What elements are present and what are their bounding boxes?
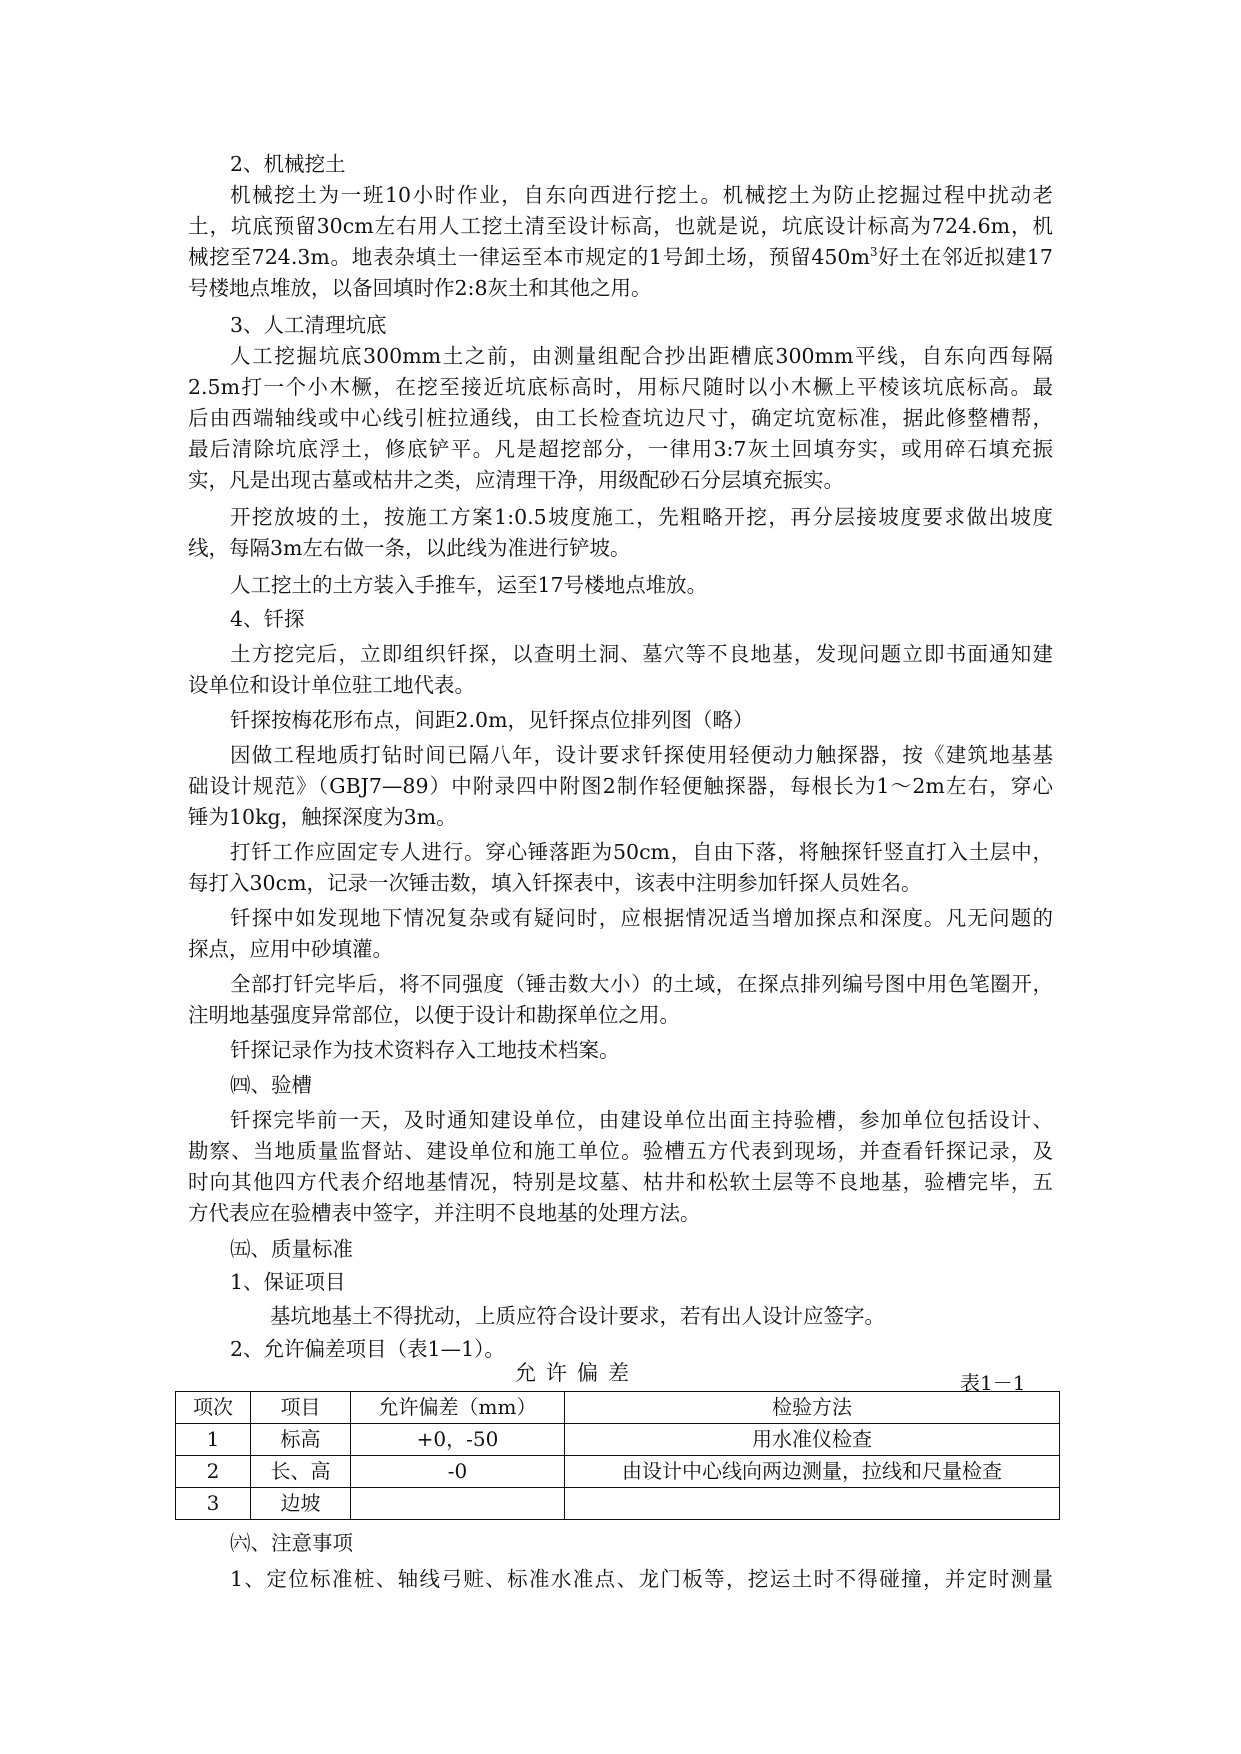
table-cell: 3	[176, 1488, 251, 1520]
text-span: 械挖至724.3m。地表杂填土一律运至本市规定的1号卸土场，预留450m	[188, 245, 870, 269]
table-row	[176, 1488, 1060, 1520]
header-cell: 检验方法	[565, 1392, 1060, 1424]
header-cell: 允许偏差（mm）	[351, 1392, 565, 1424]
table-row	[176, 1456, 1060, 1488]
heading-manual-cleaning: 3、人工清理坑底	[230, 313, 387, 337]
paragraph-line: 1、定位标准桩、轴线弓赃、标准水准点、龙门板等，挖运土时不得碰撞，并定时测量	[230, 1567, 1053, 1591]
heading-allowable-deviation: 2、允许偏差项目（表1—1）。	[230, 1337, 505, 1361]
table-header-row	[176, 1392, 1060, 1424]
table-cell: 用水准仪检查	[565, 1424, 1060, 1456]
paragraph-line: 础设计规范》（GBJ7—89）中附录四中附图2制作轻便触探器，每根长为1～2m左右，穿心	[188, 774, 1053, 798]
table-cell: -0	[351, 1456, 565, 1488]
paragraph-line: 方代表应在验槽表中签字，并注明不良地基的处理方法。	[188, 1201, 701, 1225]
table-cell: 标高	[251, 1424, 351, 1456]
text-span: 好土在邻近拟建17	[877, 245, 1053, 269]
heading-probing: 4、钎探	[230, 607, 305, 631]
table-cell: 长、高	[251, 1456, 351, 1488]
paragraph-line: 2.5m打一个小木橛，在挖至接近坑底标高时，用标尺随时以小木橛上平棱该坑底标高。最	[188, 375, 1053, 399]
paragraph-line: 人工挖掘坑底300mm土之前，由测量组配合抄出距槽底300mm平线，自东向西每隔	[230, 344, 1053, 368]
paragraph-line	[188, 243, 1053, 271]
paragraph-line: 土，坑底预留30cm左右用人工挖土清至设计标高，也就是说，坑底设计标高为724.6m，机	[188, 214, 1053, 238]
heading-trench-inspection: ㈣、验槽	[230, 1073, 312, 1097]
table-cell: 1	[176, 1424, 251, 1456]
paragraph-line: 钎探记录作为技术资料存入工地技术档案。	[230, 1038, 620, 1062]
table-cell: +0，-50	[351, 1424, 565, 1456]
superscript: 3	[869, 245, 878, 260]
paragraph-line: 设单位和设计单位驻工地代表。	[188, 673, 475, 697]
paragraph-line: 时向其他四方代表介绍地基情况，特别是坟墓、枯井和松软土层等不良地基，验槽完毕，五	[188, 1170, 1053, 1194]
paragraph-line: 后由西端轴线或中心线引桩拉通线，由工长检查坑边尺寸，确定坑宽标准，据此修整槽帮，	[188, 406, 1053, 430]
table-caption: 允许偏差	[515, 1361, 639, 1385]
header-cell: 项目	[251, 1392, 351, 1424]
table-cell	[351, 1488, 565, 1520]
table-row	[176, 1424, 1060, 1456]
paragraph-line: 全部打钎完毕后，将不同强度（锤击数大小）的土域，在探点排列编号图中用色笔圈开，	[230, 972, 1053, 996]
paragraph-line: 钎探中如发现地下情况复杂或有疑问时，应根据情况适当增加探点和深度。凡无问题的	[230, 906, 1053, 930]
paragraph-line: 实，凡是出现古墓或枯井之类，应清理干净，用级配砂石分层填充振实。	[188, 468, 844, 492]
paragraph-line: 最后清除坑底浮土，修底铲平。凡是超挖部分，一律用3:7灰土回填夯实，或用碎石填充振	[188, 437, 1053, 461]
table-cell: 由设计中心线向两边测量，拉线和尺量检查	[565, 1456, 1060, 1488]
heading-quality-standard: ㈤、质量标准	[230, 1237, 353, 1261]
paragraph-line: 基坑地基土不得扰动，上质应符合设计要求，若有出人设计应签字。	[270, 1304, 885, 1328]
paragraph-line: 探点，应用中砂填灌。	[188, 937, 393, 961]
deviation-table	[175, 1391, 1060, 1520]
table-cell: 边坡	[251, 1488, 351, 1520]
table-number: 表1－1	[960, 1371, 1026, 1395]
paragraph-line: 每打入30cm，记录一次锤击数，填入钎探表中，该表中注明参加钎探人员姓名。	[188, 871, 922, 895]
paragraph-line: 打钎工作应固定专人进行。穿心锤落距为50cm，自由下落，将触探钎竖直打入土层中，	[230, 840, 1053, 864]
table-cell: 2	[176, 1456, 251, 1488]
heading-guarantee-items: 1、保证项目	[230, 1270, 346, 1294]
paragraph-line: 机械挖土为一班10小时作业，自东向西进行挖土。机械挖土为防止挖掘过程中扰动老	[230, 183, 1053, 207]
paragraph-line: 注明地基强度异常部位，以便于设计和勘探单位之用。	[188, 1003, 680, 1027]
paragraph-line: 土方挖完后，立即组织钎探，以查明土洞、墓穴等不良地基，发现问题立即书面通知建	[230, 642, 1053, 666]
paragraph-line: 勘察、当地质量监督站、建设单位和施工单位。验槽五方代表到现场，并查看钎探记录，及	[188, 1139, 1053, 1163]
paragraph-line: 号楼地点堆放，以备回填时作2:8灰土和其他之用。	[188, 276, 652, 300]
paragraph-line: 开挖放坡的土，按施工方案1:0.5坡度施工，先粗略开挖，再分层接坡度要求做出坡度	[230, 505, 1053, 529]
heading-mechanical-excavation: 2、机械挖土	[230, 152, 346, 176]
header-cell: 项次	[176, 1392, 251, 1424]
table-cell	[565, 1488, 1060, 1520]
paragraph-line: 锤为10kg，触探深度为3m。	[188, 805, 457, 829]
paragraph-line: 线，每隔3m左右做一条，以此线为准进行铲坡。	[188, 536, 631, 560]
paragraph-line: 人工挖土的土方装入手推车，运至17号楼地点堆放。	[230, 573, 708, 597]
heading-precautions: ㈥、注意事项	[230, 1531, 353, 1555]
paragraph-line: 钎探完毕前一天，及时通知建设单位，由建设单位出面主持验槽，参加单位包括设计、	[230, 1108, 1053, 1132]
paragraph-line: 钎探按梅花形布点，间距2.0m，见钎探点位排列图（略）	[230, 708, 754, 732]
paragraph-line: 因做工程地质打钻时间已隔八年，设计要求钎探使用轻便动力触探器，按《建筑地基基	[230, 743, 1053, 767]
